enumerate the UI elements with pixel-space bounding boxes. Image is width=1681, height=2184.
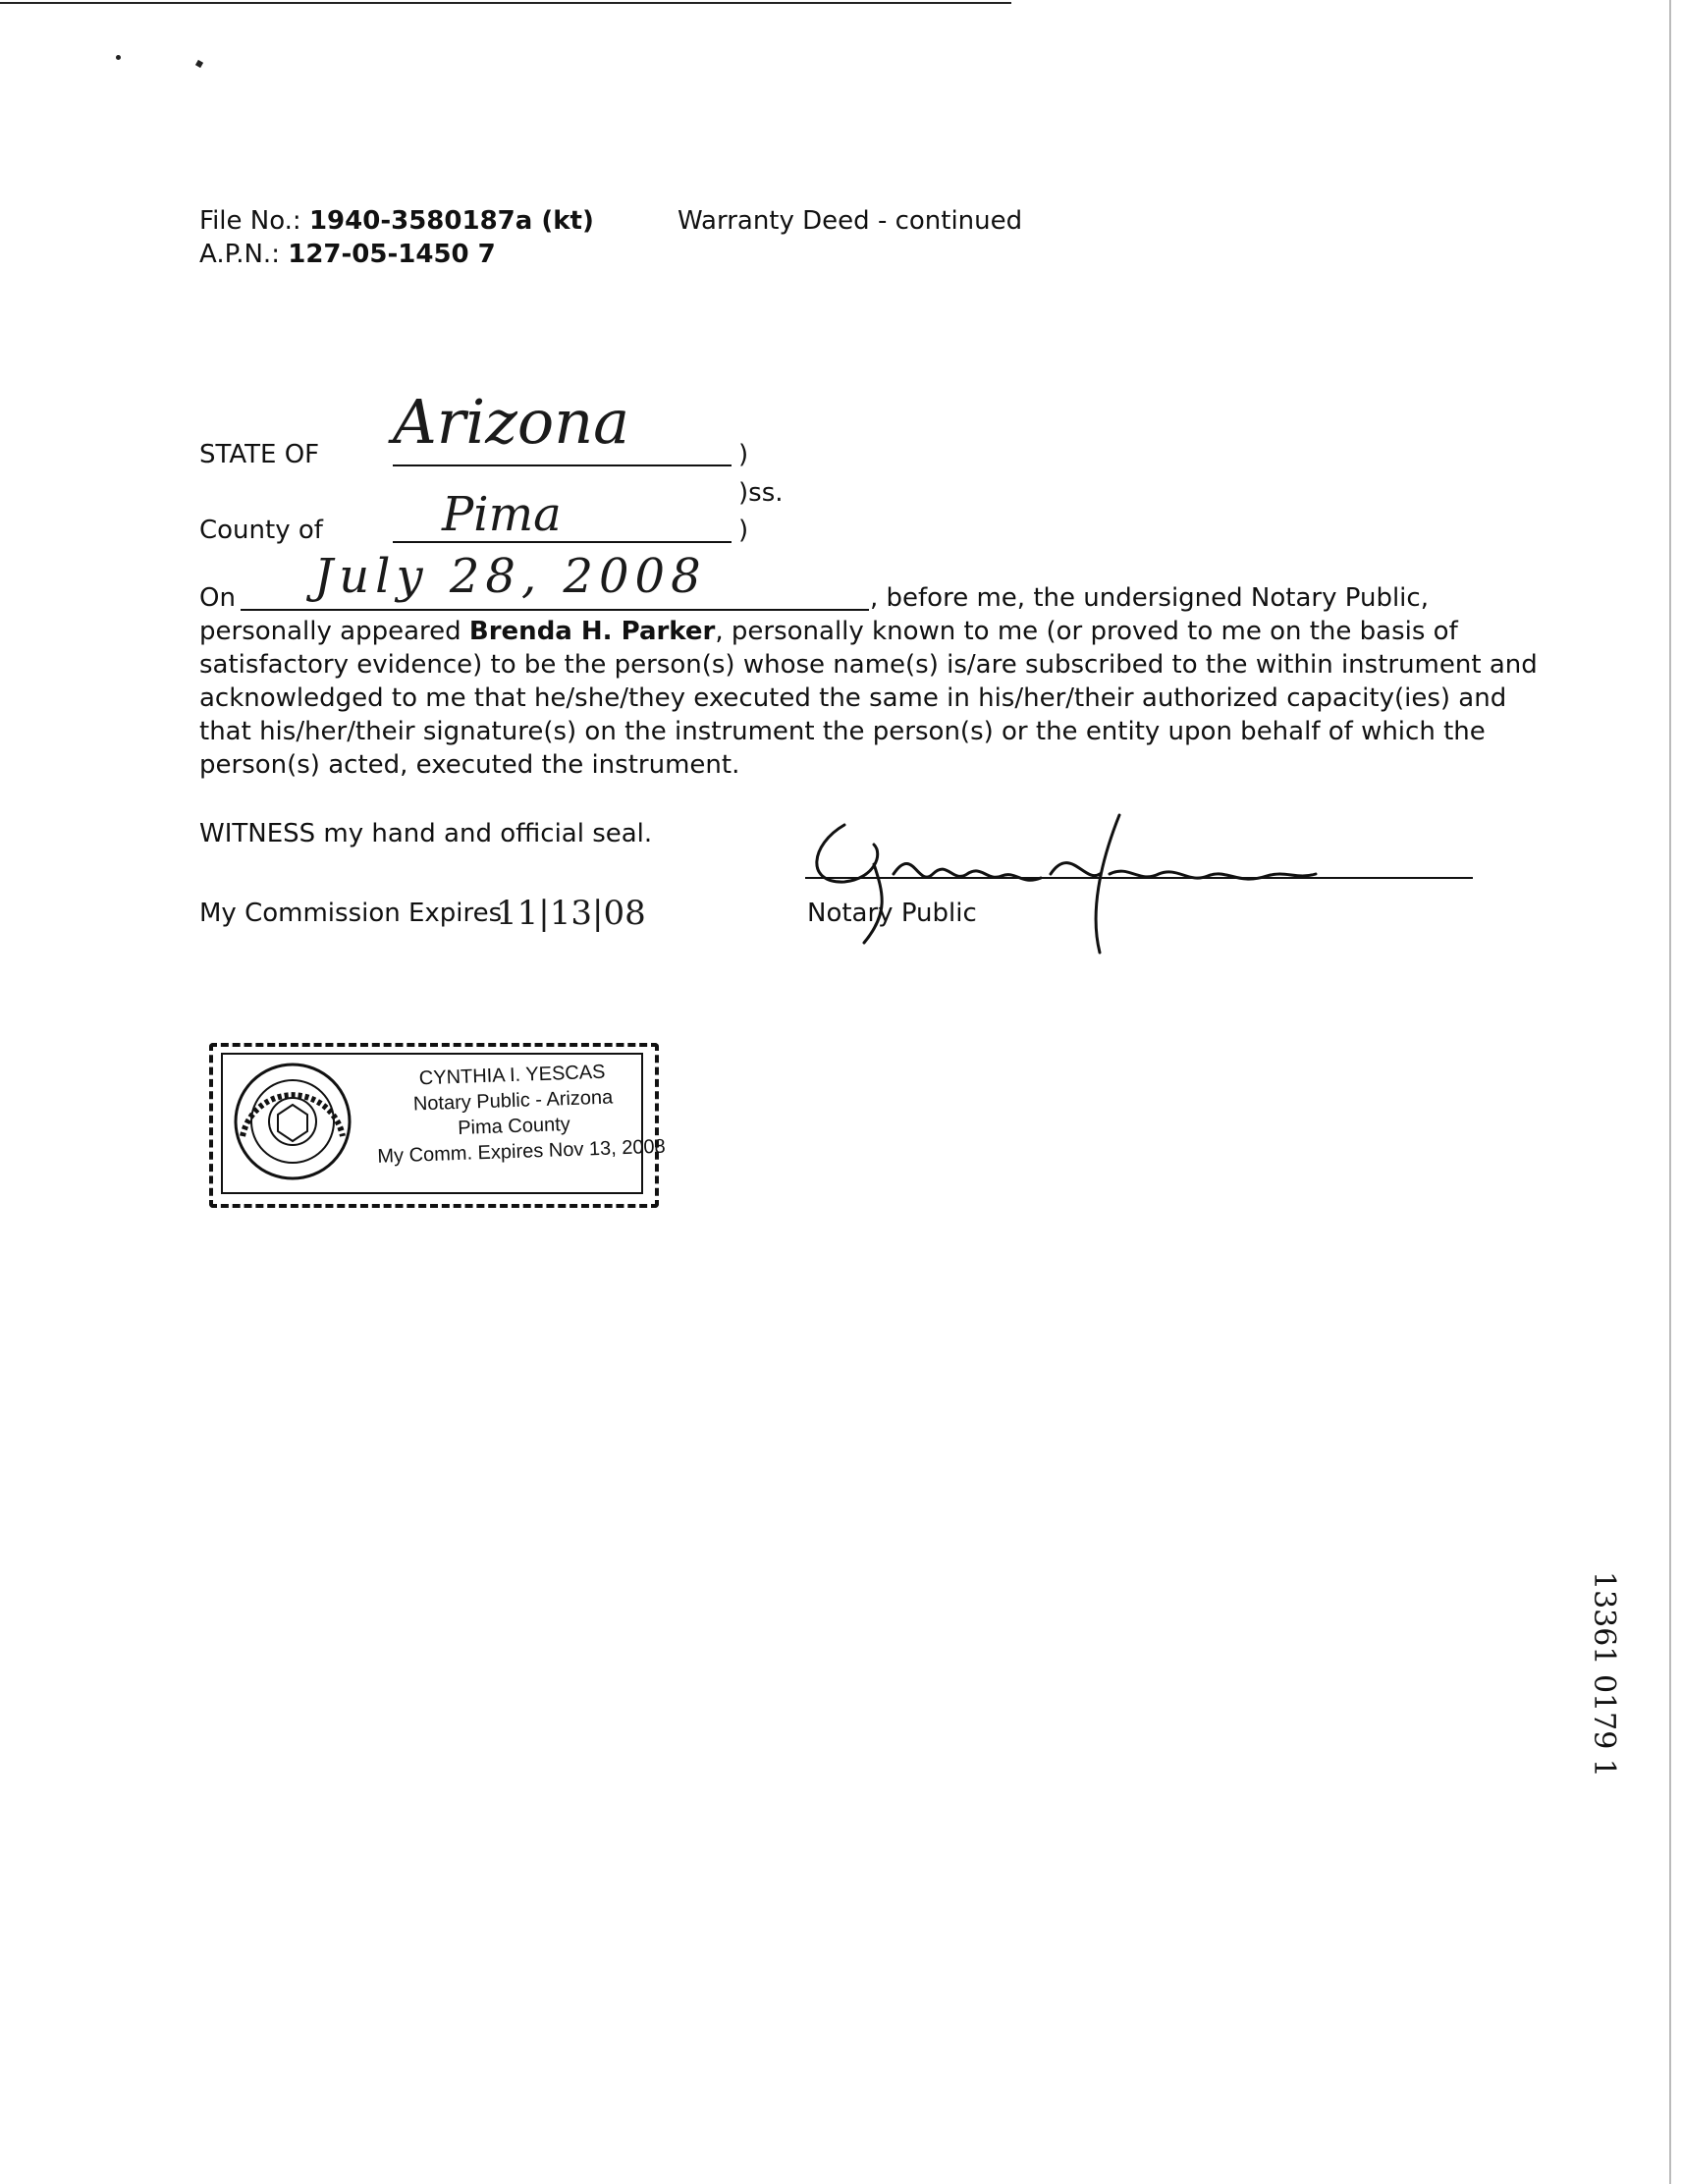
- on-label: On: [199, 583, 236, 613]
- witness-text: WITNESS my hand and official seal.: [199, 819, 653, 848]
- stamp-lines: [374, 1058, 667, 1170]
- state-label: STATE OF: [199, 440, 320, 469]
- ack-line-4: acknowledged to me that he/she/they executed the same in his/her/their authorized capacity(ies) and: [199, 683, 1507, 713]
- stamp-expires: My Comm. Expires Nov 13, 2008: [377, 1135, 667, 1168]
- ack-line-2b: , personally known to me (or proved to me on the basis of: [715, 617, 1458, 646]
- state-underline: [393, 464, 732, 466]
- date-underline: [241, 609, 869, 611]
- commission-label: My Commission Expires:: [199, 899, 511, 928]
- ss-label: )ss.: [738, 478, 784, 508]
- document-title: Warranty Deed - continued: [678, 206, 1023, 236]
- margin-number-text: 13361 0179 1: [1587, 1571, 1621, 1777]
- apn-label: A.P.N.:: [199, 240, 289, 269]
- ack-line-1-rest: , before me, the undersigned Notary Public,: [870, 583, 1429, 613]
- ack-line-5: that his/her/their signature(s) on the instrument the person(s) or the entity upon behalf of which the: [199, 717, 1486, 746]
- file-number-label: File No.:: [199, 206, 309, 236]
- ack-line-2a: personally appeared: [199, 617, 469, 646]
- commission-handwritten: 11|13|08: [496, 894, 646, 933]
- signer-name: Brenda H. Parker: [468, 617, 716, 646]
- ack-line-2: [199, 615, 1458, 648]
- scan-speck: [116, 55, 121, 60]
- scan-top-rule: [0, 2, 1011, 4]
- scan-speck: [195, 60, 203, 68]
- file-number-line: [199, 204, 594, 238]
- notary-stamp: [209, 1033, 667, 1210]
- county-handwritten: Pima: [442, 487, 562, 542]
- paren-2: ): [738, 516, 749, 545]
- state-handwritten: Arizona: [393, 386, 630, 458]
- state-seal-icon: [229, 1058, 356, 1185]
- notary-signature: [805, 805, 1335, 962]
- stamp-title: Notary Public - Arizona: [412, 1086, 614, 1116]
- paren-1: ): [738, 440, 749, 469]
- signature-drawing: [805, 805, 1335, 962]
- scan-right-edge: [1669, 0, 1671, 2184]
- stamp-name: CYNTHIA I. YESCAS: [418, 1061, 606, 1090]
- county-label: County of: [199, 516, 323, 545]
- county-underline: [393, 541, 732, 543]
- file-number-value: 1940-3580187a (kt): [308, 206, 594, 236]
- ack-line-6: person(s) acted, executed the instrument.: [199, 750, 740, 780]
- margin-recording-number: [1587, 1571, 1638, 1866]
- signature-line: [805, 877, 1473, 879]
- ack-line-3: satisfactory evidence) to be the person(s) whose name(s) is/are subscribed to the within instrument and: [199, 650, 1538, 680]
- stamp-county: Pima County: [457, 1114, 571, 1139]
- apn-line: [199, 238, 496, 271]
- apn-value: 127-05-1450 7: [288, 240, 496, 269]
- notary-public-label: Notary Public: [807, 899, 977, 928]
- date-handwritten: July 28, 2008: [314, 549, 707, 604]
